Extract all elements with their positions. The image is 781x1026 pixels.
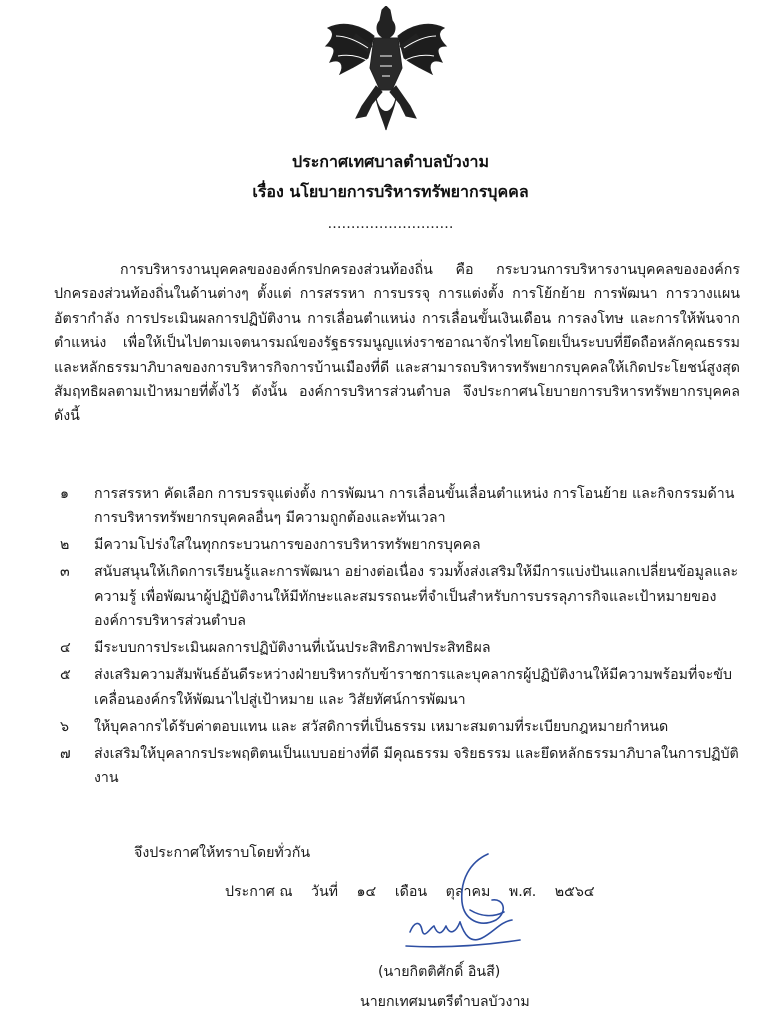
- policy-item: [60, 560, 750, 633]
- policy-text: มีความโปร่งใสในทุกกระบวนการของการบริหารทรัพยากรบุคคล: [94, 537, 481, 554]
- policy-number: ๓: [60, 564, 70, 581]
- policy-item: [60, 533, 750, 557]
- issue-month: ตุลาคม: [445, 884, 491, 900]
- issue-year-label: พ.ศ.: [508, 884, 537, 900]
- policy-number: ๖: [60, 718, 70, 735]
- policy-item: [60, 482, 750, 531]
- signer-name: (นายกิตติศักดิ์ อินสี): [378, 964, 501, 980]
- policy-text: สนับสนุนให้เกิดการเรียนรู้และการพัฒนา อย่างต่อเนื่อง รวมทั้งส่งเสริมให้มีการแบ่งปันแลกเปลี่ยนข้อมูลและความรู้ เพื่อพัฒนาผู้ปฏิบัติงานให้มีทักษะและสมรรถนะที่จำเป็นสำหรับการบรรลุภารกิจและเป้าหมายขององค์การบริหารส่วนตำบล: [94, 564, 739, 630]
- policy-list: [60, 482, 750, 793]
- intro-paragraph: [54, 258, 740, 429]
- issue-day-label: วันที่: [311, 884, 339, 900]
- signer-title: นายกเทศมนตรีตำบลบัวงาม: [360, 994, 530, 1010]
- policy-number: ๒: [60, 537, 70, 554]
- title-separator: ………………………: [327, 216, 454, 232]
- issue-month-label: เดือน: [394, 884, 428, 900]
- issue-year: ๒๕๖๔: [554, 884, 595, 900]
- issue-prefix: ประกาศ ณ: [225, 884, 293, 900]
- intro-paragraph-text: การบริหารงานบุคคลขององค์กรปกครองส่วนท้องถิ่น คือ กระบวนการบริหารงานบุคคลขององค์กรปกครองส่วนท้องถิ่นในด้านต่างๆ ตั้งแต่ การสรรหา การบรรจุ การแต่งตั้ง การโย้กย้าย การพัฒนา การวางแผนอัตรากำลัง การประเมินผลการปฏิบัติงาน การเลื่อนตำแหน่ง การเลื่อนขั้นเงินเดือน การลงโทษ และการให้พ้นจากตำแหน่ง เพื่อให้เป็นไปตามเจตนารมณ์ของรัฐธรรมนูญแห่งราชอาณาจักรไทยโดยเป็นระบบที่ยึดถือหลักคุณธรรม และหลักธรรมาภิบาลของการบริหารกิจการบ้านเมืองที่ดี และสามารถบริหารทรัพยากรบุคคลให้เกิดประโยชน์สูงสุด สัมฤทธิผลตามเป้าหมายที่ตั้งไว้ ดังนั้น องค์การบริหารส่วนตำบล จึงประกาศนโยบายการบริหารทรัพยากรบุคคล ดังนี้: [54, 262, 740, 425]
- policy-number: ๑: [60, 486, 70, 502]
- garuda-emblem-icon: [322, 6, 450, 132]
- document-title-line1: ประกาศเทศบาลตำบลบัวงาม: [291, 152, 490, 171]
- issue-day: ๑๔: [356, 884, 377, 900]
- document-title-line2: เรื่อง นโยบายการบริหารทรัพยากรบุคคล: [252, 182, 529, 201]
- policy-number: ๔: [60, 640, 71, 657]
- policy-number: ๕: [60, 667, 71, 684]
- policy-item: [60, 715, 750, 739]
- policy-number: ๗: [60, 745, 71, 762]
- policy-item: [60, 636, 750, 660]
- signature-image: [400, 850, 530, 960]
- policy-text: ให้บุคลากรได้รับค่าตอบแทน และ สวัสดิการที่เป็นธรรม เหมาะสมตามที่ระเบียบกฎหมายกำหนด: [94, 718, 669, 735]
- policy-text: ส่งเสริมความสัมพันธ์อันดีระหว่างฝ่ายบริหารกับข้าราชการและบุคลากรผู้ปฏิบัติงานให้มีความพร้อมที่จะขับเคลื่อนองค์กรให้พัฒนาไปสู่เป้าหมาย และ วิสัยทัศน์การพัฒนา: [94, 667, 732, 708]
- policy-text: มีระบบการประเมินผลการปฏิบัติงานที่เน้นประสิทธิภาพประสิทธิผล: [94, 640, 491, 657]
- policy-item: [60, 742, 750, 791]
- policy-text: การสรรหา คัดเลือก การบรรจุแต่งตั้ง การพัฒนา การเลื่อนขั้นเลื่อนตำแหน่ง การโอนย้าย และกิจกรรมด้านการบริหารทรัพยากรบุคคลอื่นๆ มีความถูกต้องและทันเวลา: [94, 486, 735, 527]
- policy-item: [60, 663, 750, 712]
- closing-statement: จึงประกาศให้ทราบโดยทั่วกัน: [134, 845, 311, 861]
- policy-text: ส่งเสริมให้บุคลากรประพฤติตนเป็นแบบอย่างที่ดี มีคุณธรรม จริยธรรม และยึดหลักธรรมาภิบาลในการปฏิบัติงาน: [94, 745, 739, 787]
